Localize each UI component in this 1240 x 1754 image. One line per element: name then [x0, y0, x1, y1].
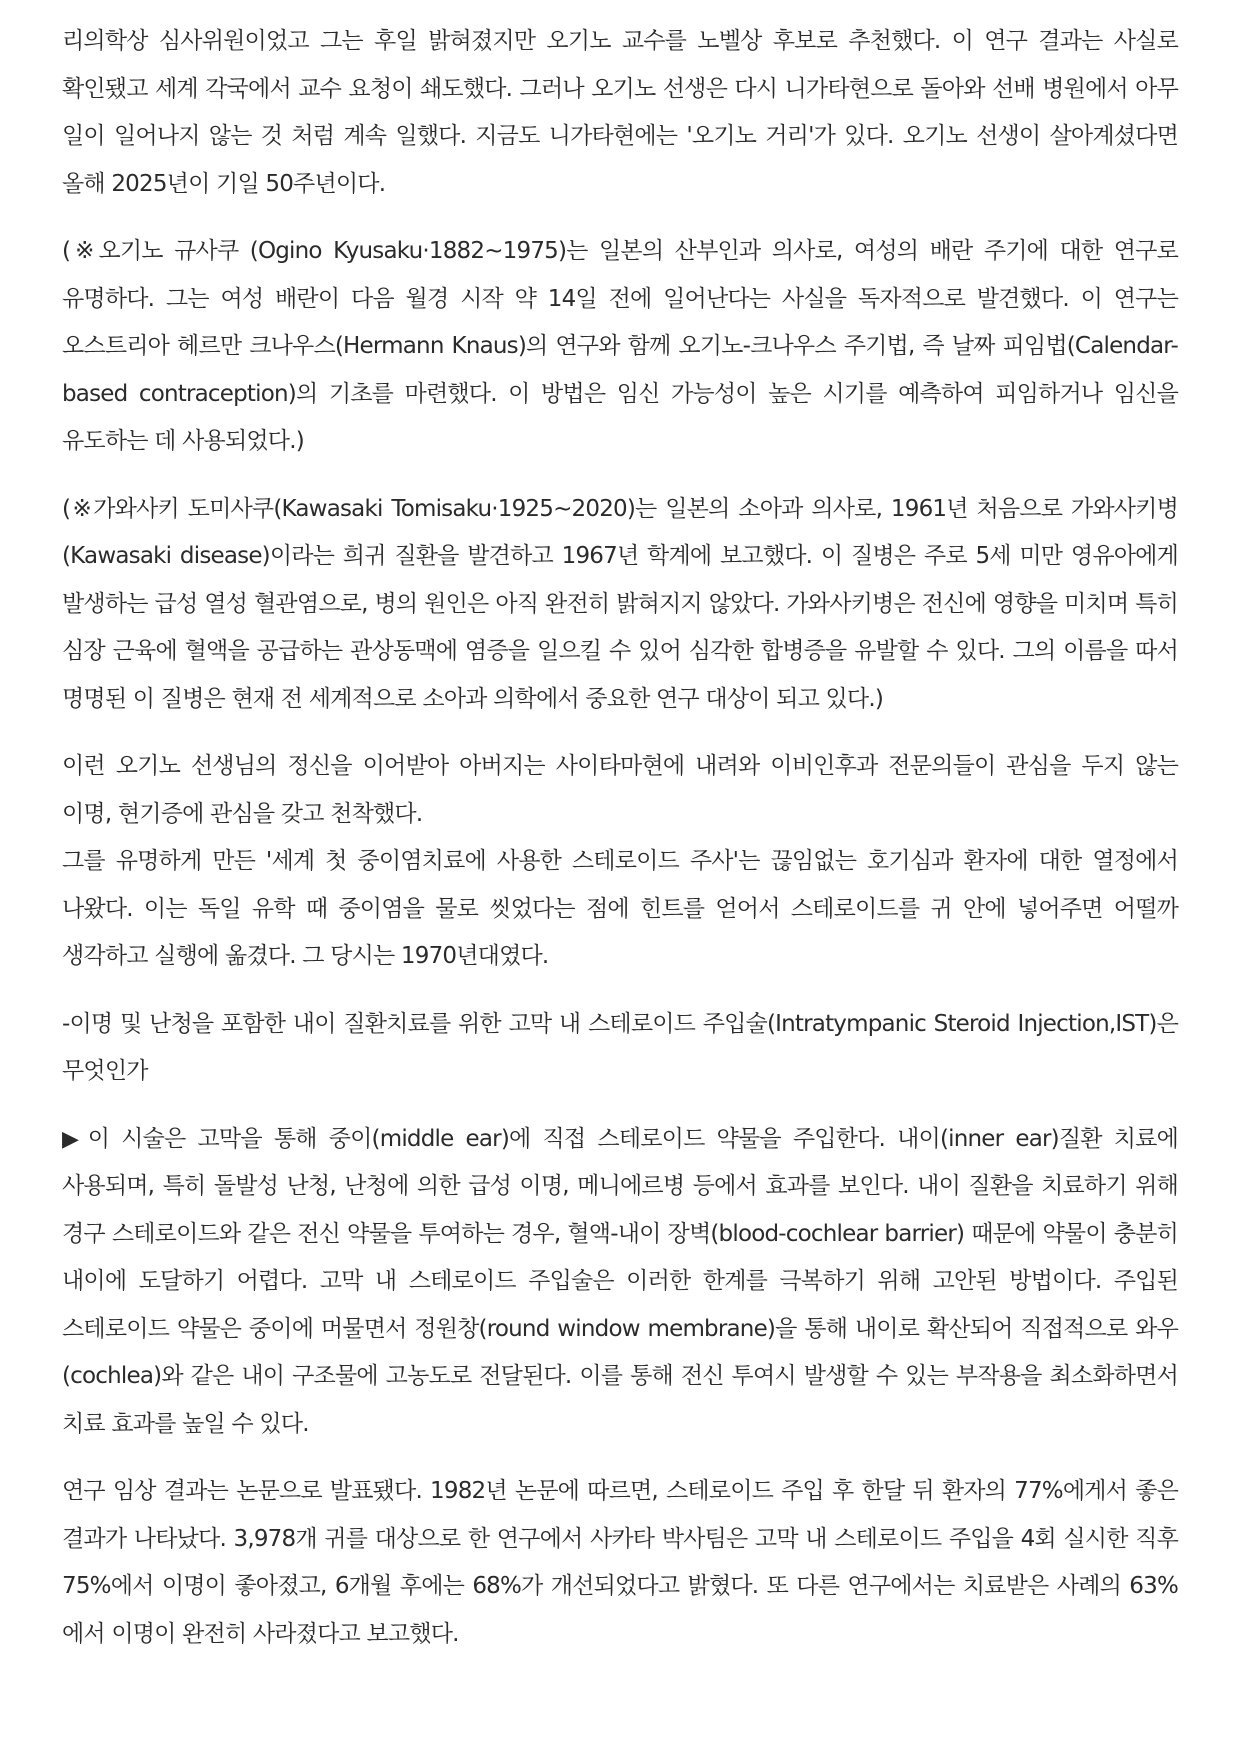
paragraph-note-kawasaki: (※가와사키 도미사쿠(Kawasaki Tomisaku·1925~2020)는 일본의 소아과 의사로, 1961년 처음으로 가와사키병(Kawasaki disease)이라는 희귀 질환을 발견하고 1967년 학계에 보고했다. 이 질병은 주로 5세 미만 영유아에게 발생하는 급성 열성 혈관염으로, 병의 원인은 아직 완전히 밝혀지지 않았다. 가와사키병은 전신에 영향을 미치며 특히 심장 근육에 혈액을 공급하는 관상동맥에 염증을 일으킬 수 있어 심각한 합병증을 유발할 수 있다. 그의 이름을 따서 명명된 이 질병은 현재 전 세계적으로 소아과 의학에서 중요한 연구 대상이 되고 있다.): [62, 495, 1178, 712]
question-heading-ist: -이명 및 난청을 포함한 내이 질환치료를 위한 고막 내 스테로이드 주입술(Intratympanic Steroid Injection,IST)은 무엇인가: [62, 1010, 1178, 1084]
paragraph-note-ogino: (※오기노 규사쿠 (Ogino Kyusaku·1882~1975)는 일본의 산부인과 의사로, 여성의 배란 주기에 대한 연구로 유명하다. 그는 여성 배란이 다음 월경 시작 약 14일 전에 일어난다는 사실을 독자적으로 발견했다. 이 연구는 오스트리아 헤르만 크나우스(Hermann Knaus)의 연구와 함께 오기노-크나우스 주기법, 즉 날짜 피임법(Calendar-based contraception)의 기초를 마련했다. 이 방법은 임신 가능성이 높은 시기를 예측하여 피임하거나 임신을 유도하는 데 사용되었다.): [62, 238, 1178, 454]
article-body: [62, 18, 1178, 1678]
paragraph-steroid-origin: 그를 유명하게 만든 '세계 첫 중이염치료에 사용한 스테로이드 주사'는 끊임없는 호기심과 환자에 대한 열정에서 나왔다. 이는 독일 유학 때 중이염을 물로 씻었다는 점에 힌트를 얻어서 스테로이드를 귀 안에 넣어주면 어떨까 생각하고 실행에 옮겼다. 그 당시는 1970년대였다.: [62, 848, 1178, 969]
paragraph-clinical-results: 연구 임상 결과는 논문으로 발표됐다. 1982년 논문에 따르면, 스테로이드 주입 후 한달 뒤 환자의 77%에게서 좋은 결과가 나타났다. 3,978개 귀를 대상으로 한 연구에서 사카타 박사팀은 고막 내 스테로이드 주입을 4회 실시한 직후 75%에서 이명이 좋아졌고, 6개월 후에는 68%가 개선되었다고 밝혔다. 또 다른 연구에서는 치료받은 사례의 63%에서 이명이 완전히 사라졌다고 보고했다.: [62, 1478, 1178, 1647]
paragraph-father-tinnitus: 이런 오기노 선생님의 정신을 이어받아 아버지는 사이타마현에 내려와 이비인후과 전문의들이 관심을 두지 않는 이명, 현기증에 관심을 갖고 천착했다.: [62, 753, 1178, 827]
paragraph-ist-text: 이 시술은 고막을 통해 중이(middle ear)에 직접 스테로이드 약물을 주입한다. 내이(inner ear)질환 치료에 사용되며, 특히 돌발성 난청, 난청에 의한 급성 이명, 메니에르병 등에서 효과를 보인다. 내이 질환을 치료하기 위해 경구 스테로이드와 같은 전신 약물을 투여하는 경우, 혈액-내이 장벽(blood-cochlear barrier) 때문에 약물이 충분히 내이에 도달하기 어렵다. 고막 내 스테로이드 주입술은 이러한 한계를 극복하기 위해 고안된 방법이다. 주입된 스테로이드 약물은 중이에 머물면서 정원창(round window membrane)을 통해 내이로 확산되어 직접적으로 와우(cochlea)와 같은 내이 구조물에 고농도로 전달된다. 이를 통해 전신 투여시 발생할 수 있는 부작용을 최소화하면서 치료 효과를 높일 수 있다.: [62, 1125, 1178, 1437]
play-arrow-icon: ▶: [62, 1126, 84, 1152]
paragraph-ogino-legacy: 리의학상 심사위원이었고 그는 후일 밝혀졌지만 오기노 교수를 노벨상 후보로 추천했다. 이 연구 결과는 사실로 확인됐고 세계 각국에서 교수 요청이 쇄도했다. 그러나 오기노 선생은 다시 니가타현으로 돌아와 선배 병원에서 아무 일이 일어나지 않는 것 처럼 계속 일했다. 지금도 니가타현에는 '오기노 거리'가 있다. 오기노 선생이 살아계셨다면 올해 2025년이 기일 50주년이다.: [62, 28, 1178, 197]
paragraph-ist-explanation: [62, 1116, 1178, 1449]
